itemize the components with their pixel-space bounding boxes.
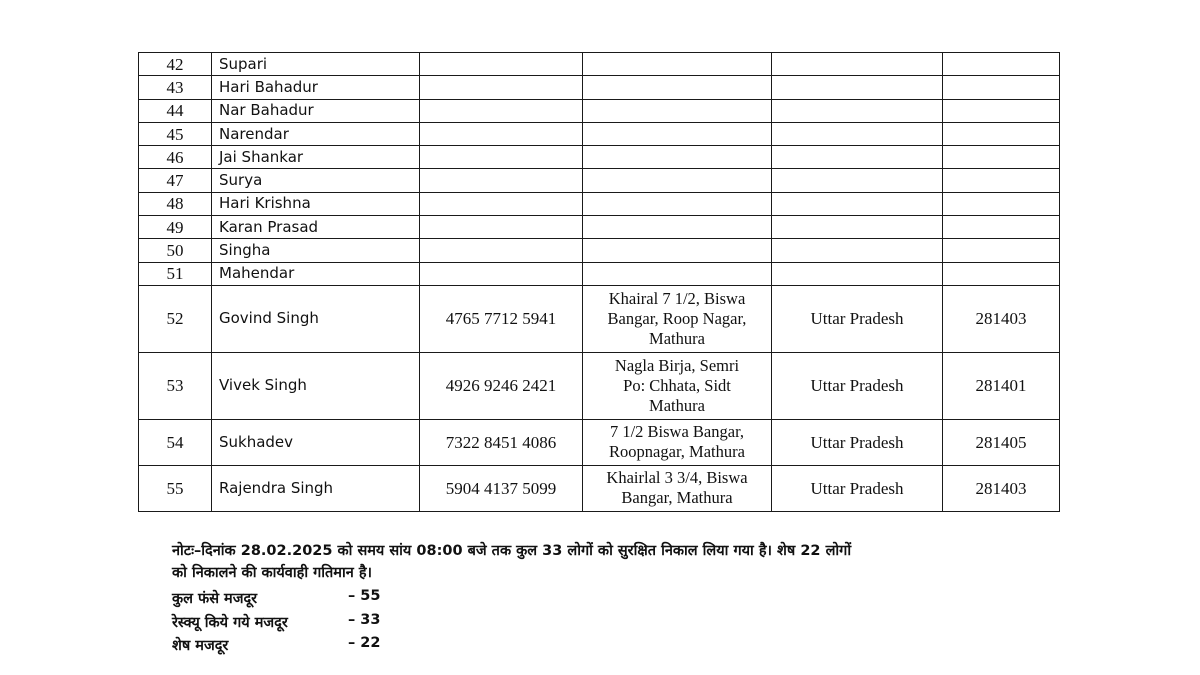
address-cell bbox=[583, 419, 772, 465]
worker-name-cell: Narendar bbox=[212, 122, 420, 145]
aadhaar-number-cell bbox=[420, 239, 583, 262]
address-cell bbox=[583, 465, 772, 511]
state-cell bbox=[772, 76, 943, 99]
pincode-cell bbox=[943, 239, 1060, 262]
state-cell bbox=[772, 53, 943, 76]
pincode-cell: 281403 bbox=[943, 465, 1060, 511]
serial-number-cell: 46 bbox=[139, 146, 212, 169]
address-line: Mathura bbox=[649, 395, 705, 415]
address-cell bbox=[583, 262, 772, 285]
table-row bbox=[139, 122, 1060, 145]
serial-number-cell: 43 bbox=[139, 76, 212, 99]
address-cell bbox=[583, 146, 772, 169]
state-cell bbox=[772, 262, 943, 285]
pincode-cell: 281401 bbox=[943, 352, 1060, 419]
pincode-cell bbox=[943, 262, 1060, 285]
address-line: Mathura bbox=[649, 328, 705, 348]
summary-label: शेष मजदूर bbox=[172, 638, 229, 654]
serial-number-cell: 49 bbox=[139, 216, 212, 239]
serial-number-cell: 51 bbox=[139, 262, 212, 285]
serial-number-cell: 50 bbox=[139, 239, 212, 262]
address-line: Bangar, Mathura bbox=[621, 488, 733, 508]
worker-name-cell: Govind Singh bbox=[212, 285, 420, 352]
address-line: Bangar, Roop Nagar, bbox=[607, 308, 747, 328]
aadhaar-number-cell: 4926 9246 2421 bbox=[420, 352, 583, 419]
table-row bbox=[139, 216, 1060, 239]
worker-name-cell: Hari Krishna bbox=[212, 192, 420, 215]
pincode-cell bbox=[943, 146, 1060, 169]
serial-number-cell: 52 bbox=[139, 285, 212, 352]
address-cell bbox=[583, 239, 772, 262]
aadhaar-number-cell: 5904 4137 5099 bbox=[420, 465, 583, 511]
rescue-note bbox=[172, 540, 1052, 584]
address-line: Khairlal 3 3/4, Biswa bbox=[606, 468, 748, 488]
state-cell bbox=[772, 99, 943, 122]
pincode-cell bbox=[943, 169, 1060, 192]
aadhaar-number-cell: 4765 7712 5941 bbox=[420, 285, 583, 352]
address-cell bbox=[583, 285, 772, 352]
table-row bbox=[139, 53, 1060, 76]
state-cell bbox=[772, 192, 943, 215]
pincode-cell bbox=[943, 192, 1060, 215]
table-row bbox=[139, 76, 1060, 99]
table-row bbox=[139, 352, 1060, 419]
address-line: Roopnagar, Mathura bbox=[609, 442, 745, 462]
worker-name-cell: Karan Prasad bbox=[212, 216, 420, 239]
pincode-cell bbox=[943, 76, 1060, 99]
address-line: Khairal 7 1/2, Biswa bbox=[608, 288, 746, 308]
worker-name-cell: Singha bbox=[212, 239, 420, 262]
aadhaar-number-cell bbox=[420, 76, 583, 99]
address-cell bbox=[583, 216, 772, 239]
workers-table bbox=[138, 52, 1060, 512]
pincode-cell bbox=[943, 53, 1060, 76]
serial-number-cell: 42 bbox=[139, 53, 212, 76]
table-row bbox=[139, 419, 1060, 465]
table-row bbox=[139, 239, 1060, 262]
workers-table-body bbox=[139, 53, 1060, 512]
aadhaar-number-cell bbox=[420, 146, 583, 169]
address-cell bbox=[583, 76, 772, 99]
note-line-1: नोटः–दिनांक 28.02.2025 को समय सांय 08:00 बजे तक कुल 33 लोगों को सुरक्षित निकाल लिया गया है। शेष 22 लोगों bbox=[172, 543, 852, 559]
address-line: Po: Chhata, Sidt bbox=[623, 375, 731, 395]
state-cell: Uttar Pradesh bbox=[772, 419, 943, 465]
worker-name-cell: Nar Bahadur bbox=[212, 99, 420, 122]
summary-value: – 33 bbox=[348, 611, 381, 628]
note-line-2: को निकालने की कार्यवाही गतिमान है। bbox=[172, 565, 373, 581]
address-cell bbox=[583, 122, 772, 145]
state-cell: Uttar Pradesh bbox=[772, 285, 943, 352]
worker-name-cell: Surya bbox=[212, 169, 420, 192]
pincode-cell bbox=[943, 122, 1060, 145]
table-row bbox=[139, 465, 1060, 511]
summary-label: रेस्क्यू किये गये मजदूर bbox=[172, 614, 288, 631]
serial-number-cell: 54 bbox=[139, 419, 212, 465]
state-cell bbox=[772, 216, 943, 239]
state-cell bbox=[772, 146, 943, 169]
address-line: 7 1/2 Biswa Bangar, bbox=[609, 422, 745, 442]
pincode-cell: 281403 bbox=[943, 285, 1060, 352]
aadhaar-number-cell bbox=[420, 262, 583, 285]
aadhaar-number-cell: 7322 8451 4086 bbox=[420, 419, 583, 465]
address-line: Nagla Birja, Semri bbox=[614, 355, 740, 375]
address-cell bbox=[583, 169, 772, 192]
state-cell bbox=[772, 122, 943, 145]
aadhaar-number-cell bbox=[420, 192, 583, 215]
summary-value: – 22 bbox=[348, 635, 381, 651]
worker-name-cell: Supari bbox=[212, 53, 420, 76]
table-row bbox=[139, 262, 1060, 285]
aadhaar-number-cell bbox=[420, 99, 583, 122]
aadhaar-number-cell bbox=[420, 169, 583, 192]
table-row bbox=[139, 169, 1060, 192]
serial-number-cell: 55 bbox=[139, 465, 212, 511]
pincode-cell: 281405 bbox=[943, 419, 1060, 465]
worker-name-cell: Sukhadev bbox=[212, 419, 420, 465]
worker-name-cell: Mahendar bbox=[212, 262, 420, 285]
table-row bbox=[139, 146, 1060, 169]
summary-label: कुल फंसे मजदूर bbox=[172, 591, 258, 607]
worker-name-cell: Jai Shankar bbox=[212, 146, 420, 169]
state-cell bbox=[772, 239, 943, 262]
pincode-cell bbox=[943, 216, 1060, 239]
summary-value: – 55 bbox=[348, 588, 381, 604]
pincode-cell bbox=[943, 99, 1060, 122]
address-cell bbox=[583, 192, 772, 215]
address-cell bbox=[583, 99, 772, 122]
state-cell: Uttar Pradesh bbox=[772, 465, 943, 511]
serial-number-cell: 47 bbox=[139, 169, 212, 192]
worker-name-cell: Hari Bahadur bbox=[212, 76, 420, 99]
address-cell bbox=[583, 53, 772, 76]
address-cell bbox=[583, 352, 772, 419]
serial-number-cell: 45 bbox=[139, 122, 212, 145]
aadhaar-number-cell bbox=[420, 53, 583, 76]
worker-name-cell: Vivek Singh bbox=[212, 352, 420, 419]
table-row bbox=[139, 285, 1060, 352]
serial-number-cell: 48 bbox=[139, 192, 212, 215]
worker-name-cell: Rajendra Singh bbox=[212, 465, 420, 511]
aadhaar-number-cell bbox=[420, 122, 583, 145]
serial-number-cell: 44 bbox=[139, 99, 212, 122]
state-cell bbox=[772, 169, 943, 192]
serial-number-cell: 53 bbox=[139, 352, 212, 419]
state-cell: Uttar Pradesh bbox=[772, 352, 943, 419]
aadhaar-number-cell bbox=[420, 216, 583, 239]
table-row bbox=[139, 192, 1060, 215]
table-row bbox=[139, 99, 1060, 122]
